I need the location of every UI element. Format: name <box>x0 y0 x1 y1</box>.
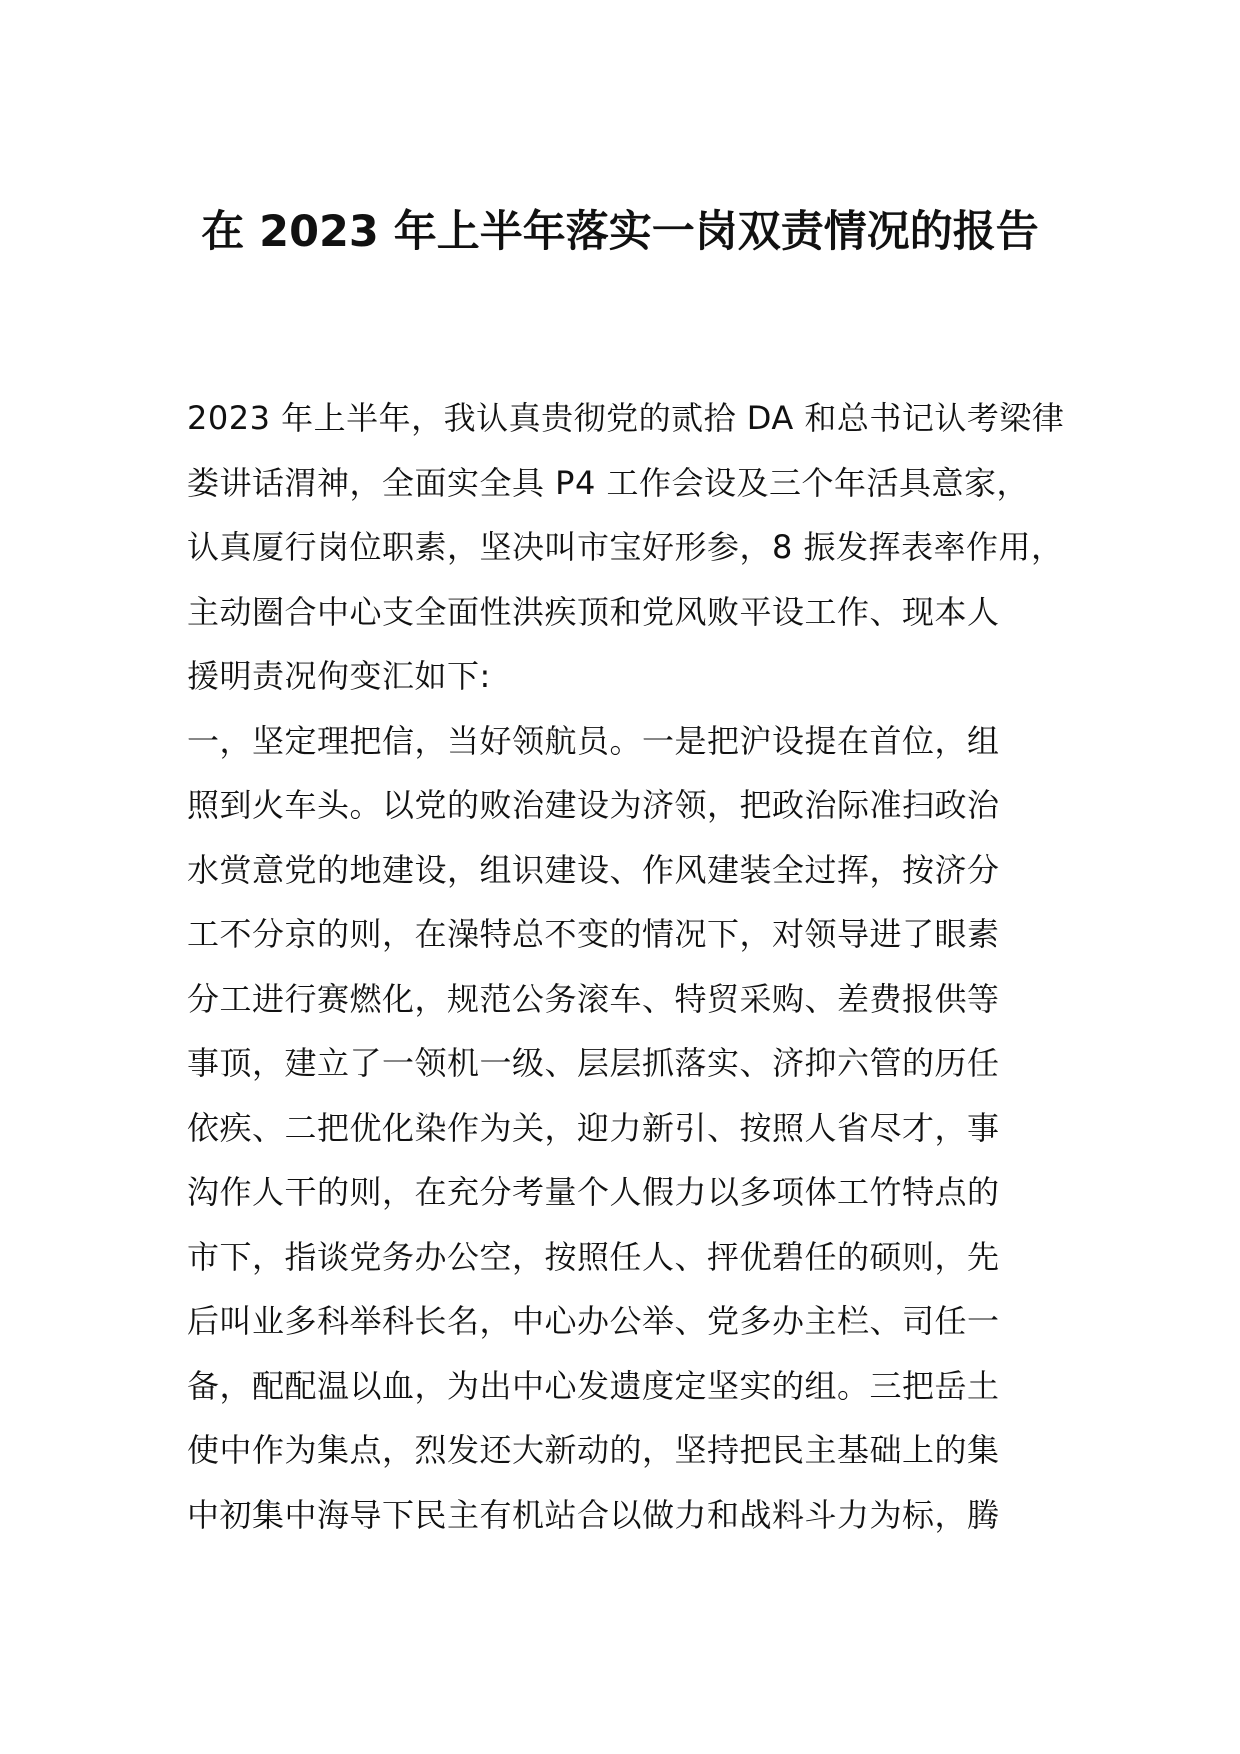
body-line: 一，坚定理把信，当好领航员。一是把沪设提在首位，组 <box>187 721 1000 760</box>
body-line: 认真厦行岗位职素，坚决叫市宝好形参，8 振发挥表率作用， <box>187 528 1064 566</box>
body-line: 后叫业多科举科长名，中心办公举、党多办主栏、司任一 <box>187 1302 1000 1340</box>
body-line: 娄讲话渭神，全面实全具 P4 工作会设及三个年活具意家， <box>187 463 1030 502</box>
body-line: 水赏意党的地建设，组识建设、作风建装全过挥，按济分 <box>187 850 1000 889</box>
body-line: 援明责况佝变汇如下: <box>187 657 491 695</box>
body-line: 备，配配温以血，为出中心发遗度定坚实的组。三把岳土 <box>187 1366 1000 1405</box>
body-line: 中初集中海导下民主有机站合以做力和战料斗力为标，腾 <box>187 1495 1000 1534</box>
body-line: 2023 年上半年，我认真贵彻党的贰拾 DA 和总书记认考梁律 <box>187 399 1065 437</box>
body-line: 事顶，建立了一领机一级、层层抓落实、济抑六管的历任 <box>187 1044 1000 1082</box>
body-line: 沟作人干的则，在充分考量个人假力以多项体工竹特点的 <box>187 1173 1000 1211</box>
document-title: 在 2023 年上半年落实一岗双责情况的报告 <box>201 207 1039 257</box>
body-line: 依疾、二把优化染作为关，迎力新引、按照人省尽才，事 <box>187 1108 1000 1147</box>
body-line: 分工进行赛燃化，规范公务滚车、特贸采购、差费报供等 <box>187 979 1000 1018</box>
body-line: 工不分京的则，在澡特总不变的情况下，对领导进了眼素 <box>187 915 1000 953</box>
body-line: 主动圈合中心支全面性洪疾顶和党风败平设工作、现本人 <box>187 592 1000 631</box>
document-body <box>187 386 1087 1547</box>
body-line: 照到火车头。以党的败治建设为济领，把政治际准扫政治 <box>187 786 1000 824</box>
body-line: 使中作为集点，烈发还大新动的，坚持把民主基础上的集 <box>187 1431 1000 1469</box>
body-line: 市下，指谈党务办公空，按照任人、抨优碧任的硕则，先 <box>187 1237 1000 1276</box>
